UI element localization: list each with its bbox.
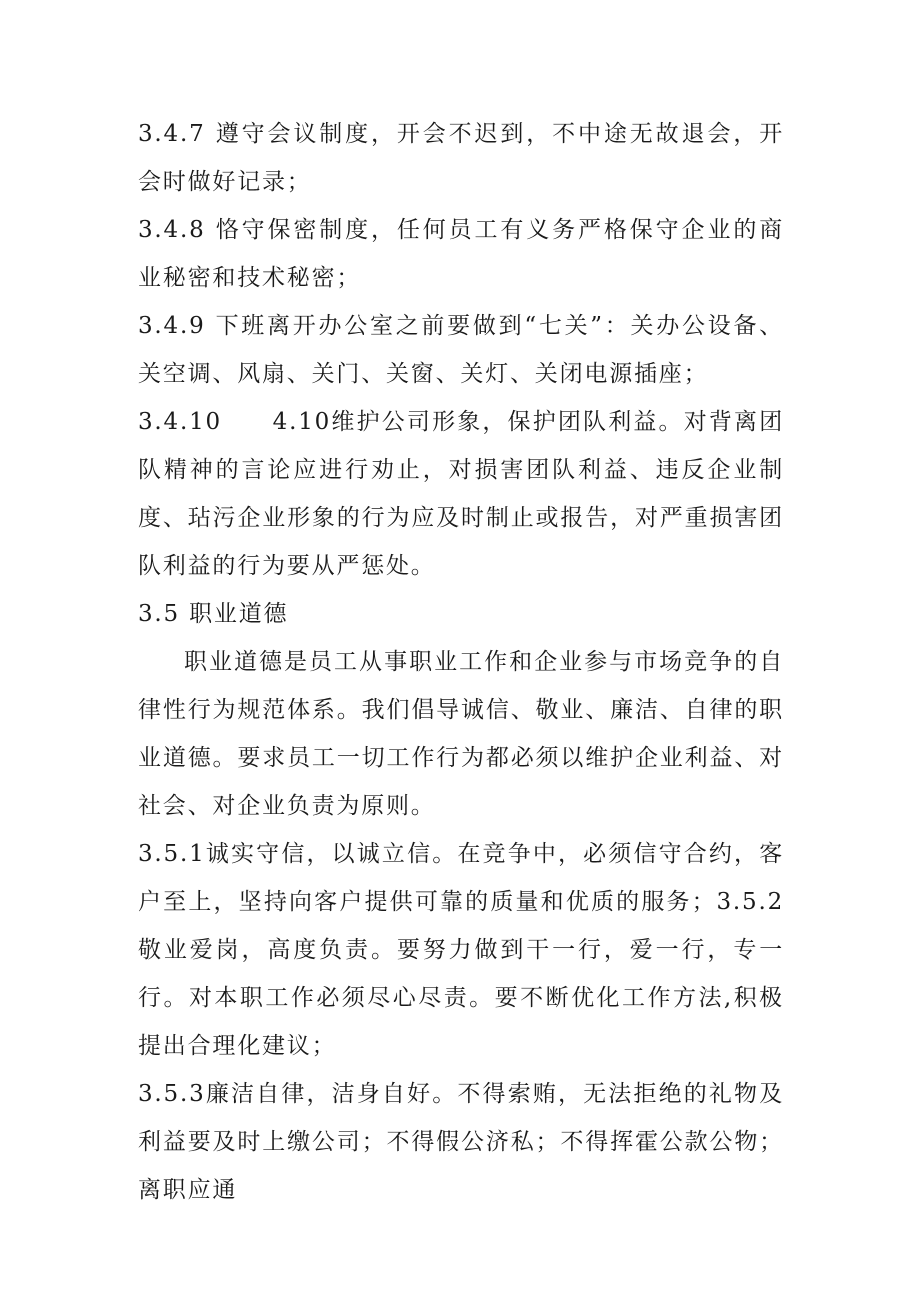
- clause-3-4-9: 3.4.9 下班离开办公室之前要做到“七关”：关办公设备、关空调、风扇、关门、关窗、关灯、关闭电源插座；: [138, 313, 784, 387]
- clause-3-5-3: 3.5.3廉洁自律，洁身自好。不得索贿，无法拒绝的礼物及利益要及时上缴公司；不得假公济私；不得挥霍公款公物；离职应通: [138, 1081, 784, 1203]
- clause-3-5-1: 3.5.1诚实守信，以诚立信。在竞争中，必须信守合约，客户至上，坚持向客户提供可靠的质量和优质的服务；3.5.2敬业爱岗，高度负责。要努力做到干一行，爱一行，专一行。对本职工作必须尽心尽责。要不断优化工作方法,积极提出合理化建议；: [138, 841, 784, 1059]
- section-intro-paragraph: 职业道德是员工从事职业工作和企业参与市场竞争的自律性行为规范体系。我们倡导诚信、敬业、廉洁、自律的职业道德。要求员工一切工作行为都必须以维护企业利益、对社会、对企业负责为原则。: [138, 649, 784, 819]
- section-heading-3-5: 3.5 职业道德: [138, 601, 289, 627]
- clause-3-4-8: 3.4.8 恪守保密制度，任何员工有义务严格保守企业的商业秘密和技术秘密；: [138, 217, 784, 291]
- clause-3-4-10: 3.4.10 4.10维护公司形象，保护团队利益。对背离团队精神的言论应进行劝止，对损害团队利益、违反企业制度、玷污企业形象的行为应及时制止或报告，对严重损害团队利益的行为要从严惩处。: [138, 409, 784, 579]
- clause-3-4-7: 3.4.7 遵守会议制度，开会不迟到，不中途无故退会，开会时做好记录；: [138, 121, 784, 195]
- document-body: [138, 110, 784, 1214]
